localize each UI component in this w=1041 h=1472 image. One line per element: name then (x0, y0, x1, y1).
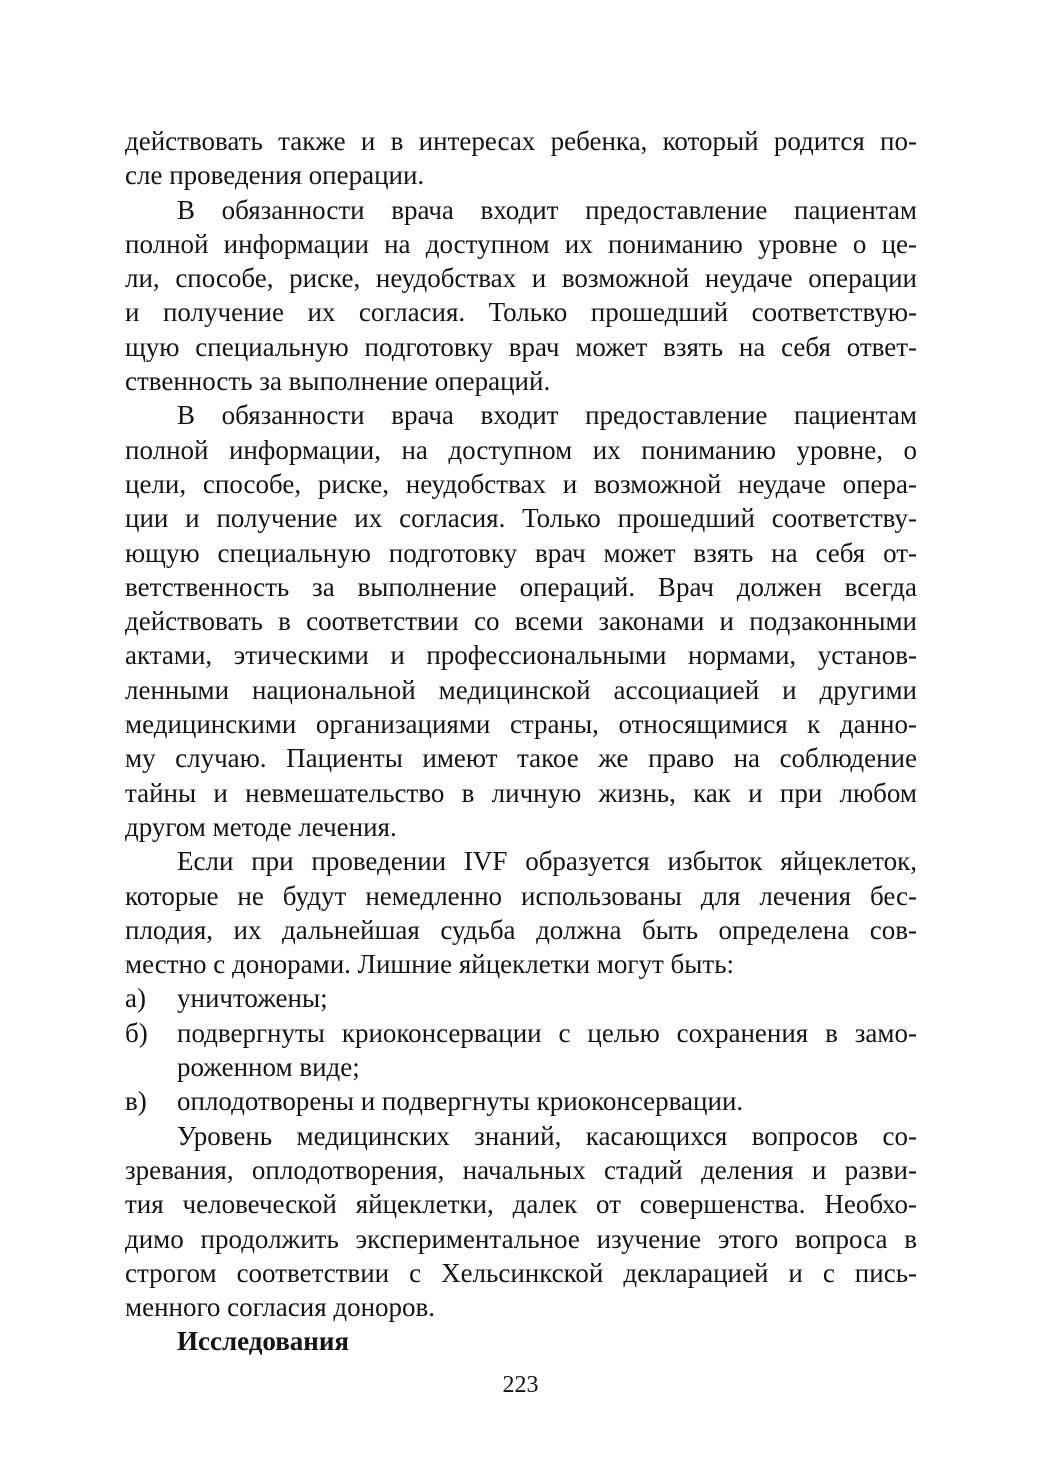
enumerated-list (125, 981, 917, 1118)
list-item (125, 1084, 917, 1118)
text-line: местно с донорами. Лишние яйцеклетки могут быть: (125, 949, 735, 980)
list-marker: в) (125, 1086, 147, 1117)
list-item-text: подвергнуты криоконсервации с целью сохранения в замо- (177, 1017, 917, 1048)
text-line: ветственность за выполнение операций. Врач должен всегда (125, 571, 917, 602)
text-line: В обязанности врача входит предоставление пациентам (177, 400, 917, 431)
text-line: В обязанности врача входит предоставление пациентам (177, 194, 917, 225)
text-line: ющую специальную подготовку врач может взять на себя от- (125, 537, 917, 568)
text-line: ли, способе, риске, неудобствах и возможной неудаче операции (125, 263, 917, 294)
list-marker: б) (125, 1017, 148, 1048)
text-line: Если при проведении IVF образуется избыток яйцеклеток, (177, 846, 917, 877)
text-line: зревания, оплодотворения, начальных стадий деления и разви- (125, 1154, 917, 1185)
text-line: которые не будут немедленно использованы для лечения бес- (125, 880, 917, 911)
text-line: Уровень медицинских знаний, касающихся вопросов со- (177, 1120, 917, 1151)
text-line: цели, способе, риске, неудобствах и возможной неудаче опера- (125, 468, 917, 499)
list-marker: а) (125, 983, 146, 1014)
paragraph (125, 398, 917, 844)
text-line: другом методе лечения. (125, 811, 397, 842)
text-line: тия человеческой яйцеклетки, далек от совершенства. Необхо- (125, 1189, 917, 1220)
text-line: и получение их согласия. Только прошедший соответствую- (125, 297, 917, 328)
text-line: щую специальную подготовку врач может взять на себя ответ- (125, 331, 917, 362)
text-line: действовать также и в интересах ребенка, который родится по- (125, 126, 917, 156)
list-item-text: роженном виде; (177, 1052, 360, 1083)
text-line: тайны и невмешательство в личную жизнь, как и при любом (125, 777, 917, 808)
list-item (125, 981, 917, 1015)
paragraph (125, 1119, 917, 1325)
list-item-text: уничтожены; (177, 983, 328, 1014)
text-line: полной информации, на доступном их пониманию уровне, о (125, 434, 917, 465)
text-line: сле проведения операции. (125, 160, 425, 191)
page-body (125, 124, 917, 1359)
text-line: ственность за выполнение операций. (125, 366, 551, 397)
paragraph (125, 124, 917, 193)
paragraph (125, 193, 917, 399)
page-number: 223 (502, 1372, 539, 1398)
text-line: му случаю. Пациенты имеют такое же право на соблюдение (125, 743, 917, 774)
text-line: ции и получение их согласия. Только прошедший соответству- (125, 503, 917, 534)
text-line: действовать в соответствии со всеми законами и подзаконными (125, 606, 917, 637)
text-line: ленными национальной медицинской ассоциацией и другими (125, 674, 917, 705)
text-line: менного согласия доноров. (125, 1292, 436, 1323)
list-item-continuation (125, 1050, 917, 1084)
text-line: медицинскими организациями страны, относящимися к данно- (125, 709, 917, 740)
text-line: актами, этическими и профессиональными нормами, установ- (125, 640, 917, 671)
text-line: димо продолжить экспериментальное изучение этого вопроса в (125, 1223, 917, 1254)
text-line: строгом соответствии с Хельсинкской декларацией и с пись- (125, 1257, 917, 1288)
paragraph (125, 844, 917, 981)
section-heading: Исследования (177, 1326, 350, 1357)
list-item (125, 1016, 917, 1050)
list-item-text: оплодотворены и подвергнуты криоконсервации. (177, 1086, 744, 1117)
text-line: полной информации на доступном их пониманию уровне о це- (125, 228, 917, 259)
text-line: плодия, их дальнейшая судьба должна быть определена сов- (125, 914, 917, 945)
